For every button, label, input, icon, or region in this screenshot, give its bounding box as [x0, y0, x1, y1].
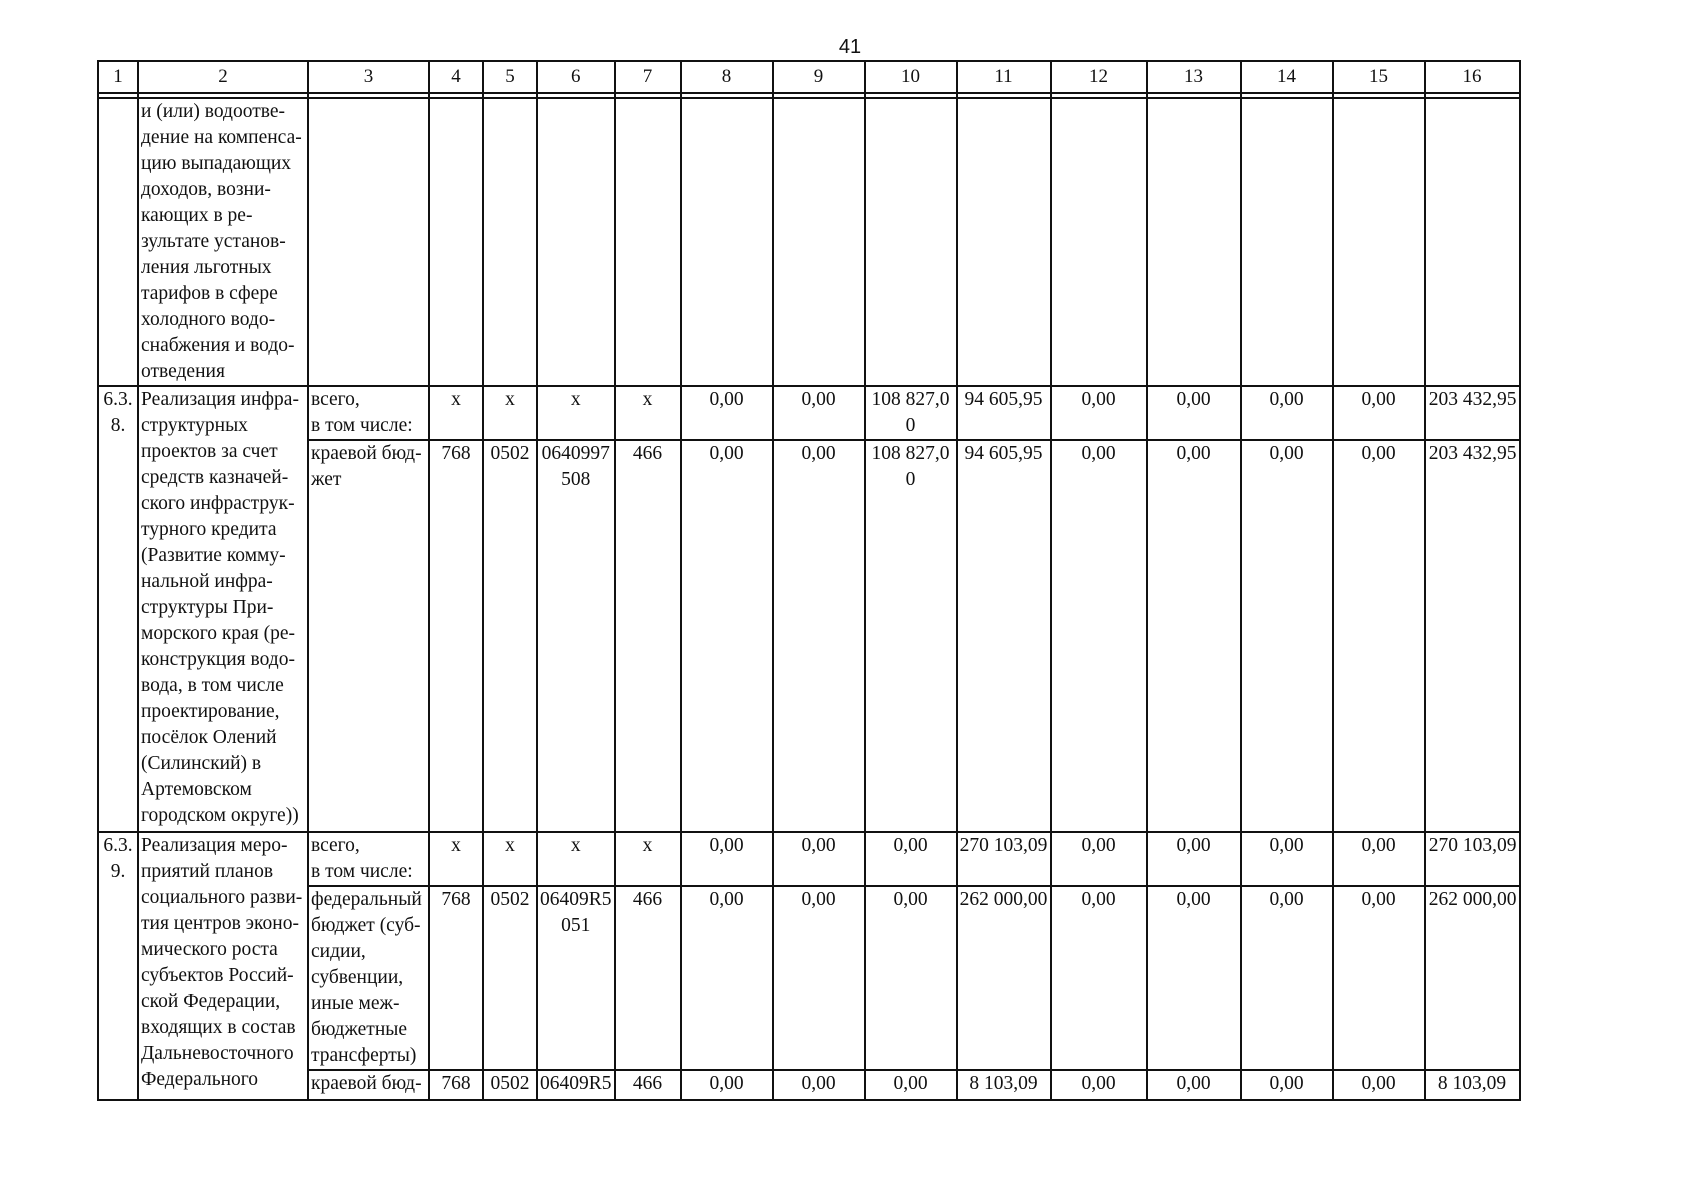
table-row — [98, 832, 1520, 886]
item-name: Реализация меро- приятий планов социального разви- тия центров эконо- мического роста субъектов Россий- ской Федерации, входящих в состав Дальневосточного Федерального — [138, 832, 308, 1100]
cell-value: 0,00 — [1241, 440, 1333, 832]
column-header: 14 — [1241, 61, 1333, 93]
cell-value: 0,00 — [1241, 886, 1333, 1070]
table-row — [98, 386, 1520, 440]
column-header: 12 — [1051, 61, 1147, 93]
item-number: 6.3. 9. — [98, 832, 138, 1100]
table-row — [98, 1070, 1520, 1100]
cell-grbs: 768 — [429, 1070, 483, 1100]
cell-value: 8 103,09 — [957, 1070, 1051, 1100]
cell-section: 0502 — [483, 1070, 537, 1100]
column-header: 13 — [1147, 61, 1241, 93]
cell-value: 0,00 — [773, 440, 865, 832]
item-number: 6.3. 8. — [98, 386, 138, 832]
column-header: 10 — [865, 61, 957, 93]
cell-value: 0,00 — [1333, 1070, 1425, 1100]
cell-grbs: х — [429, 832, 483, 886]
column-header: 6 — [537, 61, 615, 93]
cell-value: 270 103,09 — [957, 832, 1051, 886]
table-row — [98, 98, 1520, 386]
cell-expense-type: х — [615, 832, 681, 886]
column-header: 16 — [1425, 61, 1520, 93]
column-header: 11 — [957, 61, 1051, 93]
cell-value: 94 605,95 — [957, 440, 1051, 832]
cell-expense-type: х — [615, 386, 681, 440]
table-row — [98, 440, 1520, 832]
cell-grbs: 768 — [429, 440, 483, 832]
cell-value: 262 000,00 — [957, 886, 1051, 1070]
cell-value: 0,00 — [1051, 832, 1147, 886]
column-header: 1 — [98, 61, 138, 93]
funding-source: краевой бюд- жет — [308, 440, 429, 832]
column-header: 5 — [483, 61, 537, 93]
cell-value: 0,00 — [1241, 386, 1333, 440]
cell-section: 0502 — [483, 886, 537, 1070]
cell-total: 262 000,00 — [1425, 886, 1520, 1070]
column-header: 3 — [308, 61, 429, 93]
budget-table — [97, 60, 1521, 1101]
cell-value: 0,00 — [1051, 440, 1147, 832]
cell-value: 0,00 — [773, 1070, 865, 1100]
cell-target-code: 0640997 508 — [537, 440, 615, 832]
cell-grbs: х — [429, 386, 483, 440]
funding-source: федеральный бюджет (суб- сидии, субвенции, иные меж- бюджетные трансферты) — [308, 886, 429, 1070]
column-header: 2 — [138, 61, 308, 93]
cell-value: 108 827,0 0 — [865, 386, 957, 440]
funding-source: всего, в том числе: — [308, 832, 429, 886]
cell-value: 0,00 — [865, 1070, 957, 1100]
cell-target-code: х — [537, 832, 615, 886]
cell-expense-type: 466 — [615, 440, 681, 832]
column-header: 9 — [773, 61, 865, 93]
cell-value: 0,00 — [773, 832, 865, 886]
cell-target-code: 06409R5 051 — [537, 886, 615, 1070]
cell-target-code: 06409R5 — [537, 1070, 615, 1100]
cell-value: 0,00 — [773, 886, 865, 1070]
funding-source: всего, в том числе: — [308, 386, 429, 440]
cell-value: 0,00 — [1333, 440, 1425, 832]
column-number-header-row — [98, 61, 1520, 93]
cell-value: 0,00 — [1333, 886, 1425, 1070]
cell-value: 0,00 — [681, 440, 773, 832]
column-header: 15 — [1333, 61, 1425, 93]
cell-value: 0,00 — [1241, 1070, 1333, 1100]
cell-total: 203 432,95 — [1425, 386, 1520, 440]
column-header: 8 — [681, 61, 773, 93]
cell-value: 0,00 — [865, 832, 957, 886]
cell-section: х — [483, 832, 537, 886]
cell-value: 0,00 — [1241, 832, 1333, 886]
cell-value: 0,00 — [1147, 386, 1241, 440]
cell-value: 0,00 — [1147, 832, 1241, 886]
column-header: 4 — [429, 61, 483, 93]
cell-value: 94 605,95 — [957, 386, 1051, 440]
cell-total: 8 103,09 — [1425, 1070, 1520, 1100]
cell-value: 0,00 — [773, 386, 865, 440]
cell-target-code: х — [537, 386, 615, 440]
item-name: и (или) водоотве- дение на компенса- цию выпадающих доходов, возни- кающих в ре- зультате установ- ления льготных тарифов в сфере холодного водо- снабжения и водо- отведения — [138, 98, 308, 386]
cell-value: 0,00 — [681, 386, 773, 440]
cell-value: 0,00 — [1051, 886, 1147, 1070]
cell-value: 0,00 — [681, 1070, 773, 1100]
cell-value: 0,00 — [1051, 1070, 1147, 1100]
cell-expense-type: 466 — [615, 886, 681, 1070]
page-number: 41 — [838, 36, 862, 58]
cell-value: 0,00 — [1147, 1070, 1241, 1100]
cell-total: 270 103,09 — [1425, 832, 1520, 886]
cell-total: 203 432,95 — [1425, 440, 1520, 832]
item-name: Реализация инфра- структурных проектов за счет средств казначей- ского инфраструк- турного кредита (Развитие комму- нальной инфра- структуры При- морского края (ре- конструкция водо- вода, в том числе проектирование, посёлок Олений (Силинский) в Артемовском городском округе)) — [138, 386, 308, 832]
funding-source: краевой бюд- — [308, 1070, 429, 1100]
cell-section: 0502 — [483, 440, 537, 832]
cell-value: 0,00 — [1333, 832, 1425, 886]
cell-value: 0,00 — [681, 832, 773, 886]
cell-value: 0,00 — [1051, 386, 1147, 440]
cell-expense-type: 466 — [615, 1070, 681, 1100]
table-row — [98, 886, 1520, 1070]
cell-value: 0,00 — [1147, 440, 1241, 832]
cell-value: 0,00 — [1147, 886, 1241, 1070]
cell-section: х — [483, 386, 537, 440]
column-header: 7 — [615, 61, 681, 93]
cell-grbs: 768 — [429, 886, 483, 1070]
cell-value: 108 827,0 0 — [865, 440, 957, 832]
cell-value: 0,00 — [1333, 386, 1425, 440]
cell-value: 0,00 — [865, 886, 957, 1070]
cell-value: 0,00 — [681, 886, 773, 1070]
